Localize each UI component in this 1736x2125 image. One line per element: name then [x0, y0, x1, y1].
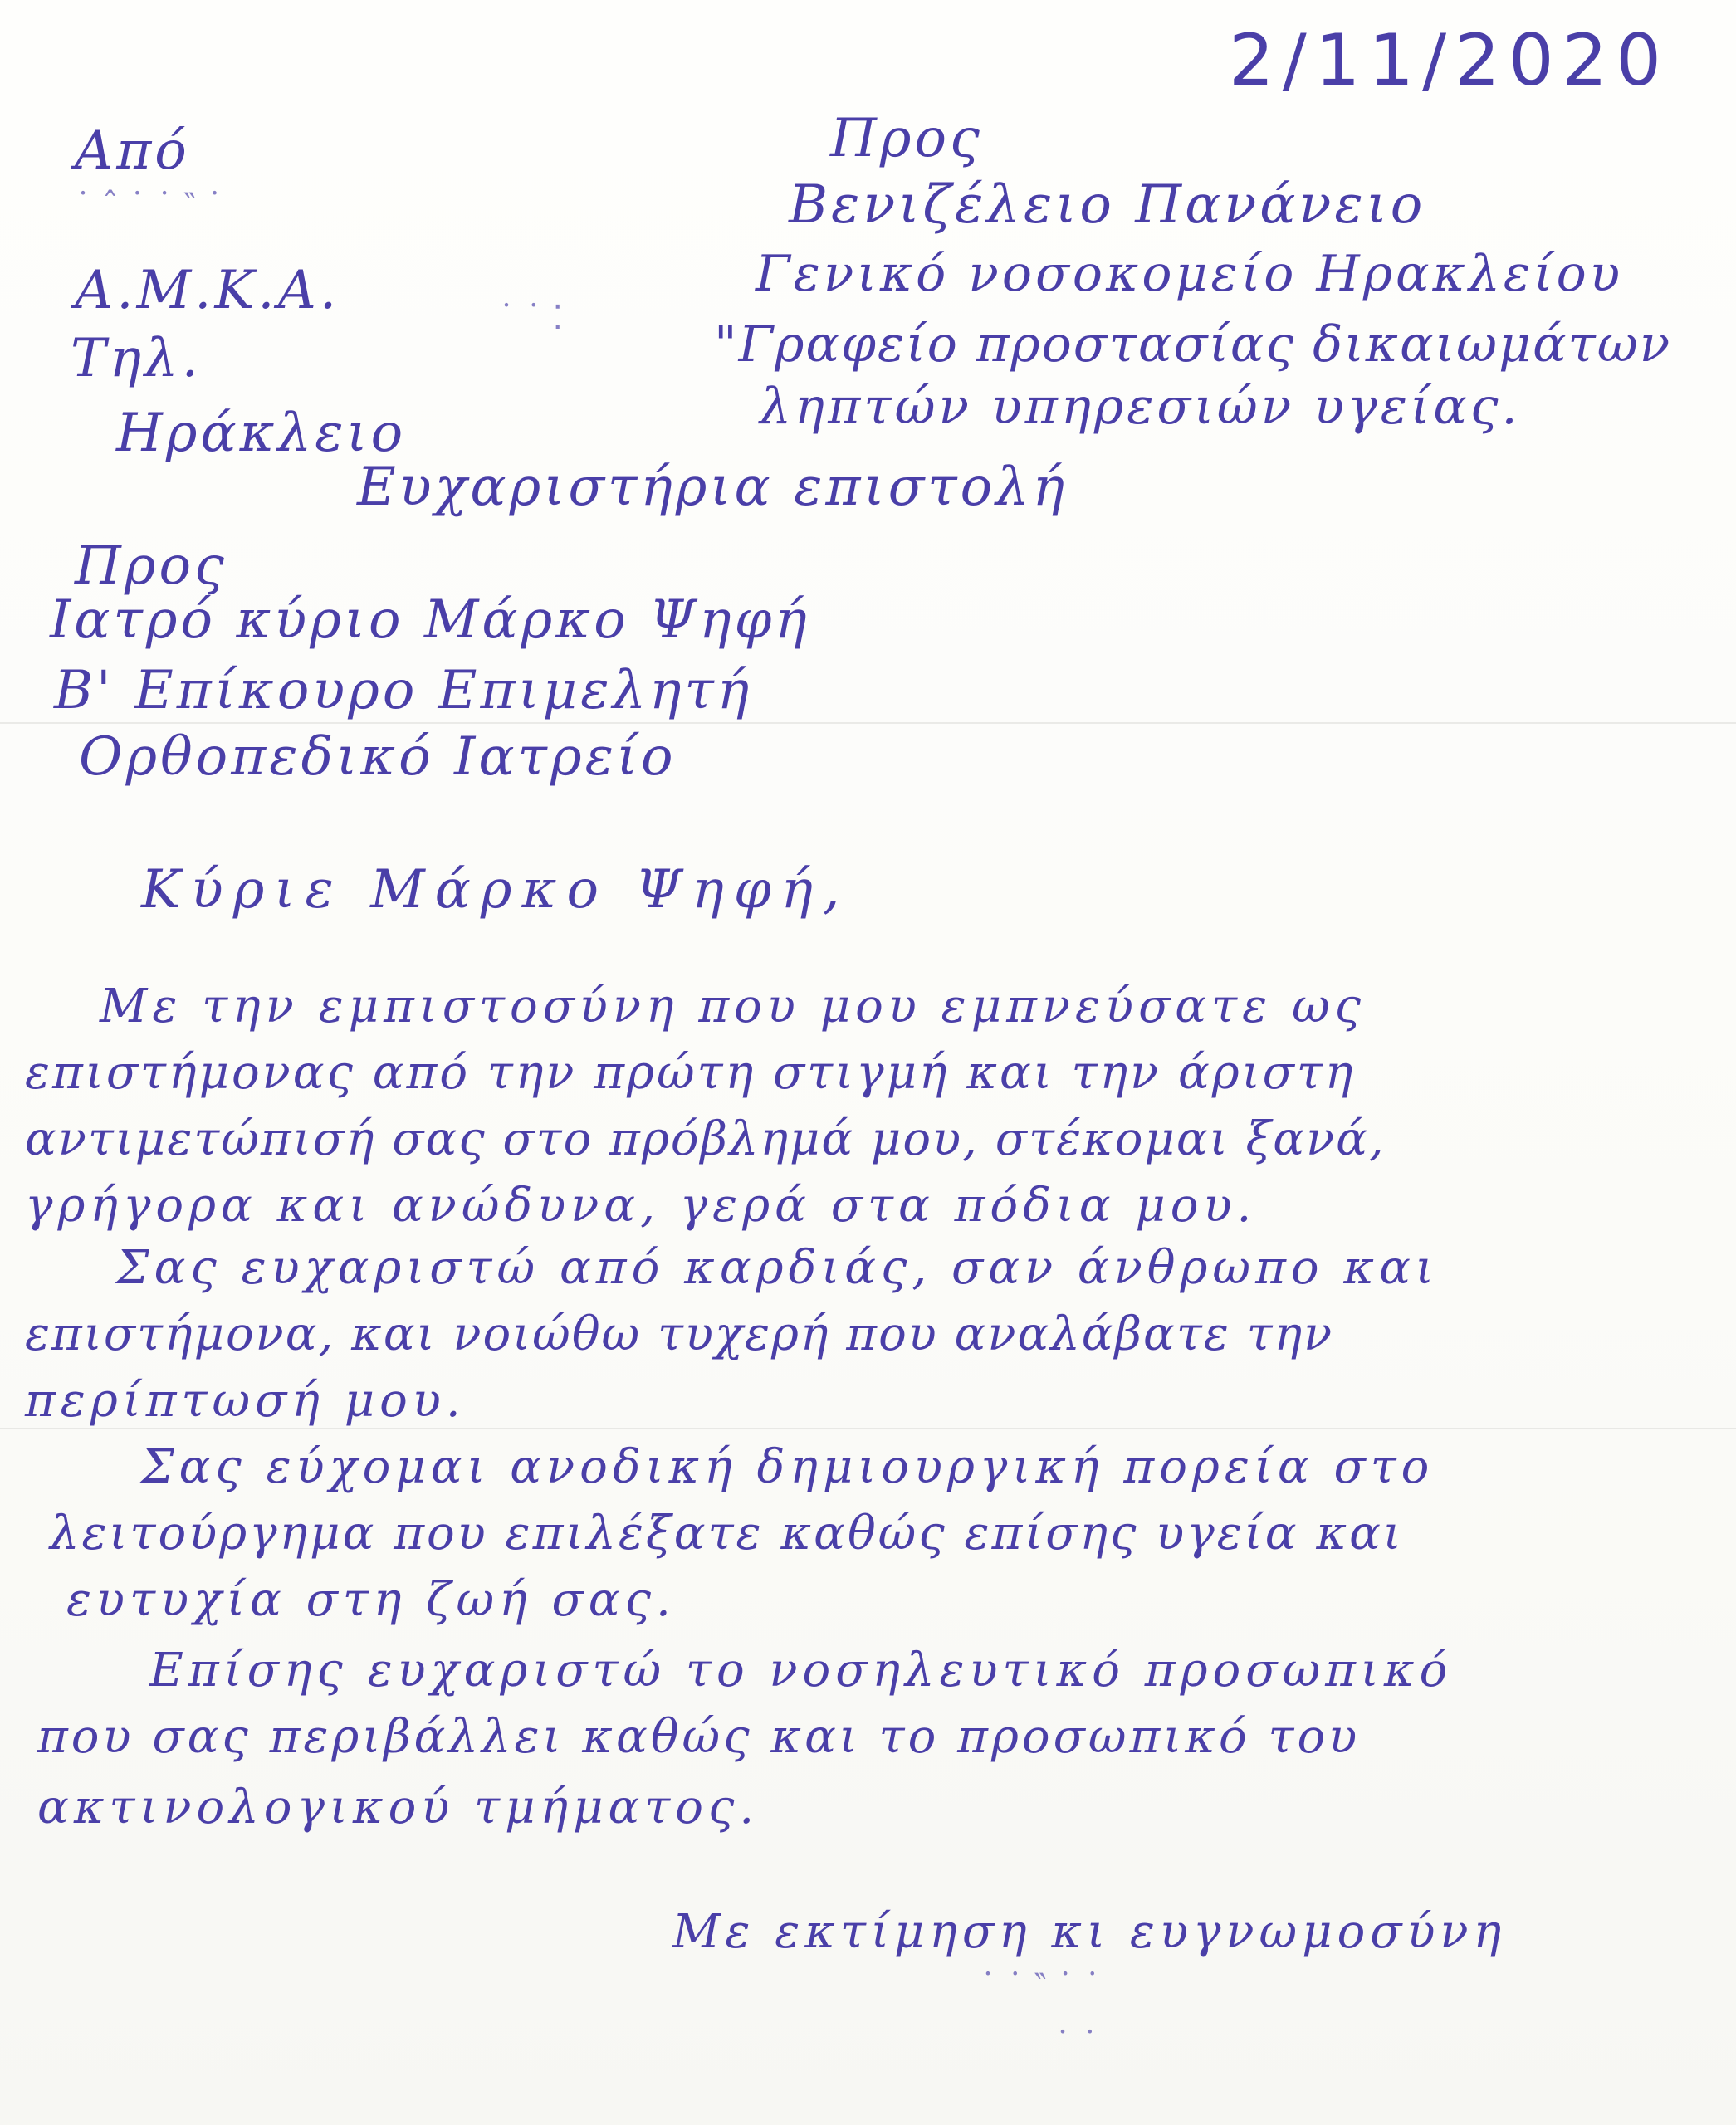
- body-line: αντιμετώπισή σας στο πρόβλημά μου, στέκομαι ξανά,: [25, 1112, 1386, 1166]
- recipient-org-line: "Γραφείο προστασίας δικαιωμάτων: [714, 315, 1672, 374]
- body-line: λειτούργημα που επιλέξατε καθώς επίσης υγεία και: [50, 1507, 1404, 1561]
- recipient-person-line: Ιατρό κύριο Μάρκο Ψηφή: [50, 589, 810, 651]
- letter-closing: Με εκτίμηση κι ευγνωμοσύνη: [672, 1905, 1507, 1959]
- redaction-marks: ˙ ˙: [1054, 2025, 1098, 2064]
- body-line: Σας ευχαριστώ από καρδιάς, σαν άνθρωπο και: [116, 1241, 1439, 1295]
- sender-amka-label: Α.Μ.Κ.Α.: [75, 260, 340, 321]
- redaction-marks: ˙ ˙ ‶ ˙ ˙: [980, 1967, 1101, 2005]
- body-line: επιστήμονας από την πρώτη στιγμή και την άριστη: [25, 1046, 1356, 1100]
- body-line: Σας εύχομαι ανοδική δημιουργική πορεία στο: [141, 1440, 1435, 1494]
- recipient-person-line: Β' Επίκουρο Επιμελητή: [54, 660, 753, 721]
- sender-from-label: Από: [75, 120, 190, 182]
- recipient-person-to-label: Προς: [75, 535, 227, 597]
- letter-date: 2/11/2020: [1229, 19, 1670, 102]
- recipient-org-line: Γενικό νοσοκομείο Ηρακλείου: [756, 245, 1624, 303]
- body-line: Με την εμπιστοσύνη που μου εμπνεύσατε ως: [100, 979, 1366, 1033]
- sender-city: Ηράκλειο: [116, 403, 407, 464]
- redaction-marks: ˙ ˆ ˙ ˙ ‶ ˙: [75, 187, 223, 225]
- paper-fold-line: [0, 722, 1736, 724]
- recipient-org-line: Βενιζέλειο Πανάνειο: [789, 174, 1426, 236]
- body-line: γρήγορα και ανώδυνα, γερά στα πόδια μου.: [25, 1179, 1257, 1233]
- body-line: ακτινολογικού τμήματος.: [37, 1781, 760, 1834]
- recipient-org-line: ληπτών υπηρεσιών υγείας.: [760, 378, 1521, 436]
- body-line: περίπτωσή μου.: [25, 1374, 466, 1428]
- body-line: που σας περιβάλλει καθώς και το προσωπικό του: [37, 1710, 1361, 1764]
- recipient-person-line: Ορθοπεδικό Ιατρείο: [79, 726, 677, 788]
- sender-phone-label: Τηλ.: [71, 328, 202, 389]
- redaction-marks: ˙ ˙ ⁚: [498, 299, 564, 337]
- body-line: Επίσης ευχαριστώ το νοσηλευτικό προσωπικό: [149, 1644, 1453, 1698]
- letter-salutation: Κύριε Μάρκο Ψηφή,: [141, 859, 850, 921]
- recipient-org-to-label: Προς: [830, 108, 983, 169]
- body-line: ευτυχία στη ζωή σας.: [66, 1573, 676, 1627]
- letter-subject: Ευχαριστήρια επιστολή: [357, 457, 1068, 518]
- paper-fold-line: [0, 1428, 1736, 1429]
- body-line: επιστήμονα, και νοιώθω τυχερή που αναλάβατε την: [25, 1307, 1334, 1361]
